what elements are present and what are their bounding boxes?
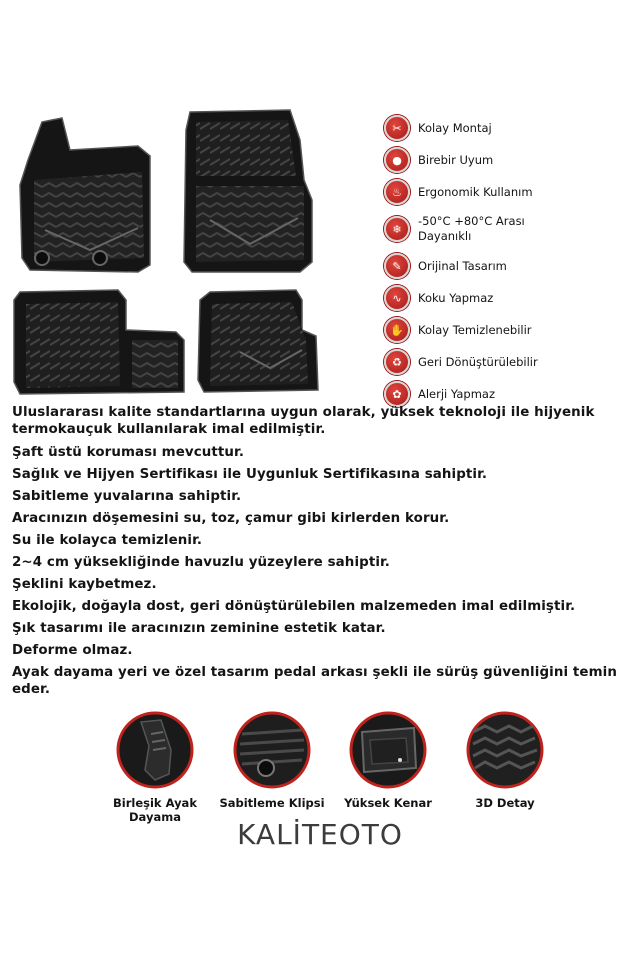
feature-label: Orijinal Tasarım <box>418 258 507 273</box>
feature-label: -50°C +80°C Arası <box>418 214 525 228</box>
feature-item <box>384 179 634 205</box>
description-line: Şaft üstü koruması mevcuttur. <box>12 445 245 460</box>
detail-foot-rest <box>100 710 210 824</box>
detail-highlights <box>100 710 560 824</box>
allergy-icon: ✿ <box>384 381 410 407</box>
feature-item <box>384 285 634 311</box>
feature-label: Alerji Yapmaz <box>418 386 495 401</box>
description-line: Ayak dayama yeri ve özel tasarım pedal arkası şekli ile sürüş güvenliğini temin eder. <box>12 665 617 697</box>
car-icon: ● <box>384 147 410 173</box>
detail-label: Birleşik Ayak Dayama <box>113 796 197 824</box>
feature-label: Koku Yapmaz <box>418 290 494 305</box>
clip-detail-image <box>232 710 312 790</box>
feature-label: Kolay Temizlenebilir <box>418 322 532 337</box>
feature-item <box>384 317 634 343</box>
no-smell-icon: ∿ <box>384 285 410 311</box>
detail-clip <box>217 710 327 810</box>
hand-icon: ✋ <box>384 317 410 343</box>
design-icon: ✎ <box>384 253 410 279</box>
description-line: Şeklini kaybetmez. <box>12 577 157 592</box>
feature-item <box>384 115 634 141</box>
product-description <box>12 404 632 703</box>
brand-name: KALİTEOTO <box>237 818 403 851</box>
seat-icon: ♨ <box>384 179 410 205</box>
detail-3d <box>450 710 560 810</box>
description-line: Sağlık ve Hijyen Sertifikası ile Uygunluk Sertifikasına sahiptir. <box>12 467 488 482</box>
high-edge-detail-image <box>348 710 428 790</box>
front-left-mat <box>20 118 150 272</box>
feature-label: Ergonomik Kullanım <box>418 184 533 199</box>
rear-left-mat <box>14 290 184 394</box>
feature-label: Kolay Montaj <box>418 120 492 135</box>
detail-high-edge <box>333 710 443 810</box>
description-line: Aracınızın döşemesini su, toz, çamur gibi kirlerden korur. <box>12 511 450 526</box>
description-line: Şık tasarımı ile aracınızın zeminine estetik katar. <box>12 621 386 636</box>
feature-item <box>384 147 634 173</box>
detail-label: Yüksek Kenar <box>344 796 432 810</box>
feature-label-line2: Dayanıklı <box>418 229 472 243</box>
feature-list <box>384 115 634 413</box>
feature-item <box>384 211 634 247</box>
feature-item <box>384 253 634 279</box>
description-line: Su ile kolayca temizlenir. <box>12 533 203 548</box>
description-line: Sabitleme yuvalarına sahiptir. <box>12 489 242 504</box>
foot-rest-detail-image <box>115 710 195 790</box>
floor-mats-image <box>0 0 380 400</box>
recycle-icon: ♻ <box>384 349 410 375</box>
description-line: Uluslararası kalite standartlarına uygun olarak, yüksek teknoloji ile hijyenik termokauçuk kullanılarak imal edilmiştir. <box>12 405 595 437</box>
detail-label: 3D Detay <box>475 796 535 810</box>
feature-label: Birebir Uyum <box>418 152 494 167</box>
3d-detail-image <box>465 710 545 790</box>
detail-label: Sabitleme Klipsi <box>219 796 325 810</box>
feature-label: Geri Dönüştürülebilir <box>418 354 538 369</box>
rear-right-mat <box>198 290 318 392</box>
description-line: Deforme olmaz. <box>12 643 133 658</box>
description-line: Ekolojik, doğayla dost, geri dönüştürülebilen malzemeden imal edilmiştir. <box>12 599 576 614</box>
thermometer-icon: ❄ <box>384 216 410 242</box>
front-right-mat <box>184 110 312 272</box>
feature-item <box>384 349 634 375</box>
wrench-icon: ✂ <box>384 115 410 141</box>
description-line: 2~4 cm yüksekliğinde havuzlu yüzeylere sahiptir. <box>12 555 390 570</box>
